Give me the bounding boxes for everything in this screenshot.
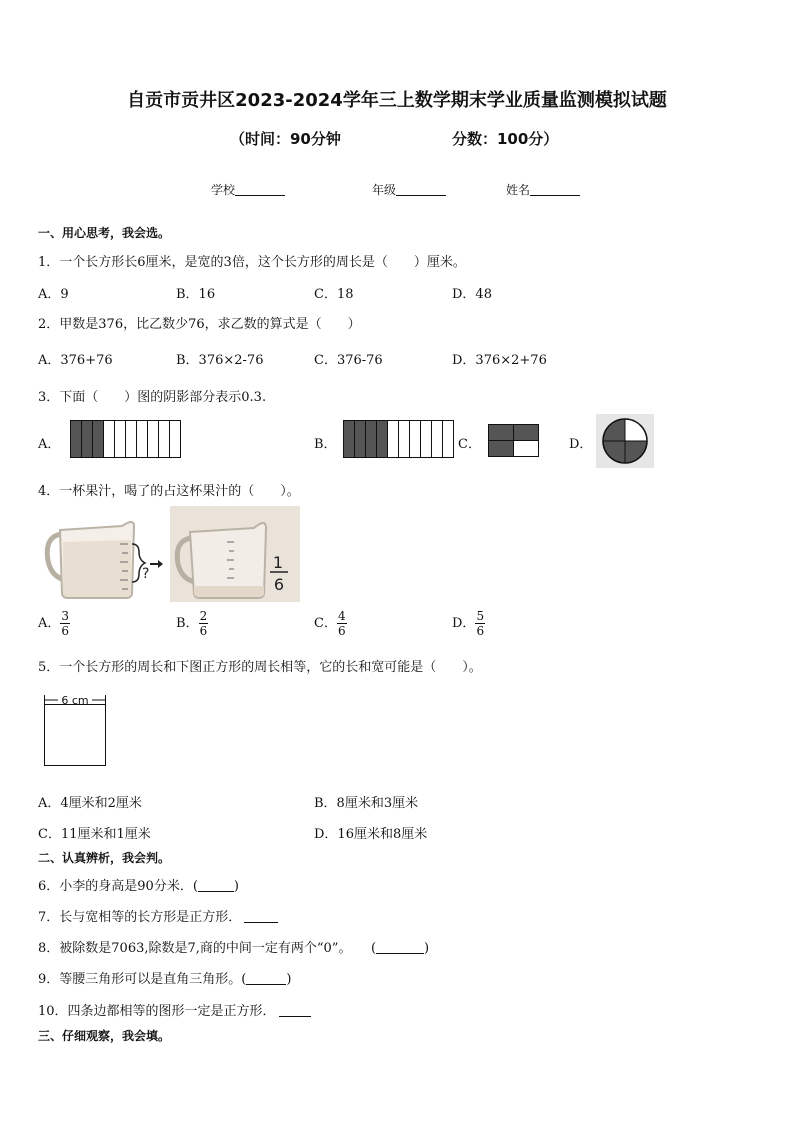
q4-juice-image — [42, 506, 300, 602]
q2-text: 2．甲数是376，比乙数少76，求乙数的算式是（ ） — [38, 317, 361, 332]
q10-statement: 10．四条边都相等的图形一定是正方形． — [38, 1004, 276, 1019]
q4-option-a-fraction — [60, 609, 70, 638]
q4-option-b-fraction — [199, 609, 209, 638]
page-title: 自贡市贡井区2023-2024学年三上数学期末学业质量监测模拟试题 — [127, 90, 667, 111]
q3-figure-c — [488, 424, 539, 458]
grade-blank[interactable] — [396, 183, 446, 196]
fraction-numerator: 3 — [61, 609, 70, 623]
q5-option-a[interactable]: A．4厘米和2厘米 — [38, 796, 142, 811]
q3-figure-b — [343, 420, 455, 458]
q2-option-b[interactable]: B．376×2-76 — [176, 353, 264, 368]
fraction-numerator: 2 — [199, 609, 208, 623]
q2-option-c[interactable]: C．376-76 — [314, 353, 383, 368]
q7-answer-blank[interactable] — [244, 910, 278, 923]
q10-text — [38, 1000, 311, 1019]
q7-statement: 7．长与宽相等的长方形是正方形． — [38, 910, 242, 925]
q3-text: 3．下面（ ）图的阴影部分表示0.3. — [38, 390, 267, 405]
q9-text — [38, 968, 291, 987]
name-label: 姓名 — [506, 183, 531, 197]
name-blank[interactable] — [530, 183, 580, 196]
fraction-numerator: 5 — [476, 609, 485, 623]
q2-option-a[interactable]: A．376+76 — [38, 353, 113, 368]
q10-answer-blank[interactable] — [279, 1004, 311, 1017]
q5-text: 5．一个长方形的周长和下图正方形的周长相等，它的长和宽可能是（ ）。 — [38, 660, 482, 675]
name-field — [506, 181, 580, 198]
q4-option-a-label: A． — [38, 616, 61, 631]
q3-option-d[interactable]: D． — [569, 437, 593, 452]
fraction-denominator: 6 — [199, 624, 208, 638]
q3-option-a[interactable]: A． — [38, 437, 61, 452]
q9-paren: ) — [286, 972, 292, 987]
q4-option-d-fraction — [475, 609, 485, 638]
q4-option-c[interactable] — [314, 609, 347, 638]
school-field — [211, 181, 285, 198]
q4-question-mark: ? — [142, 566, 150, 582]
q6-statement: 6．小李的身高是90分米．( — [38, 879, 198, 894]
q1-option-a[interactable]: A．9 — [38, 287, 69, 302]
q4-option-b[interactable] — [176, 609, 208, 638]
q3-option-c[interactable]: C． — [458, 437, 481, 452]
q4-option-d[interactable] — [452, 609, 485, 638]
school-blank[interactable] — [235, 183, 285, 196]
q8-statement: 8．被除数是7063,除数是7,商的中间一定有两个“0”。 ( — [38, 941, 377, 956]
fraction-denominator: 6 — [61, 624, 70, 638]
exam-time: （时间：90分钟 — [230, 130, 341, 148]
school-label: 学校 — [211, 183, 236, 197]
q4-image-fraction-numerator: 1 — [272, 553, 284, 572]
q6-text — [38, 875, 239, 894]
q6-answer-blank[interactable] — [198, 879, 234, 892]
q8-paren: ) — [424, 941, 430, 956]
q3-figure-d — [596, 414, 654, 468]
q2-option-d[interactable]: D．376×2+76 — [452, 353, 547, 368]
q9-answer-blank[interactable] — [246, 972, 286, 985]
q5-square-label: 6 cm — [61, 694, 89, 707]
q4-option-a[interactable] — [38, 609, 70, 638]
q1-option-b[interactable]: B．16 — [176, 287, 216, 302]
q1-option-c[interactable]: C．18 — [314, 287, 354, 302]
section3-title: 三、仔细观察，我会填。 — [38, 1029, 171, 1043]
exam-score: 分数：100分） — [452, 130, 559, 148]
grade-field — [372, 181, 446, 198]
section1-title: 一、用心思考，我会选。 — [38, 226, 171, 240]
q4-option-c-label: C． — [314, 616, 337, 631]
q5-option-c[interactable]: C．11厘米和1厘米 — [38, 827, 151, 842]
q5-square-figure — [40, 692, 110, 768]
q8-text — [38, 937, 429, 956]
q1-text: 1．一个长方形长6厘米，是宽的3倍，这个长方形的周长是（ ）厘米。 — [38, 255, 466, 270]
q9-statement: 9．等腰三角形可以是直角三角形。( — [38, 972, 247, 987]
section2-title: 二、认真辨析，我会判。 — [38, 851, 171, 865]
q4-text: 4．一杯果汁，喝了的占这杯果汁的（ ）。 — [38, 484, 300, 499]
q3-figure-a — [70, 420, 182, 458]
q4-option-b-label: B． — [176, 616, 199, 631]
fraction-denominator: 6 — [476, 624, 485, 638]
q4-option-c-fraction — [337, 609, 347, 638]
q5-option-b[interactable]: B．8厘米和3厘米 — [314, 796, 419, 811]
q3-option-b[interactable]: B． — [314, 437, 337, 452]
q7-text — [38, 906, 278, 925]
fraction-denominator: 6 — [337, 624, 346, 638]
q5-option-d[interactable]: D．16厘米和8厘米 — [314, 827, 428, 842]
grade-label: 年级 — [372, 183, 397, 197]
q6-paren: ) — [233, 879, 239, 894]
q8-answer-blank[interactable] — [376, 941, 424, 954]
q1-option-d[interactable]: D．48 — [452, 287, 492, 302]
q4-image-fraction-denominator: 6 — [273, 575, 285, 594]
fraction-numerator: 4 — [337, 609, 346, 623]
q4-option-d-label: D． — [452, 616, 476, 631]
